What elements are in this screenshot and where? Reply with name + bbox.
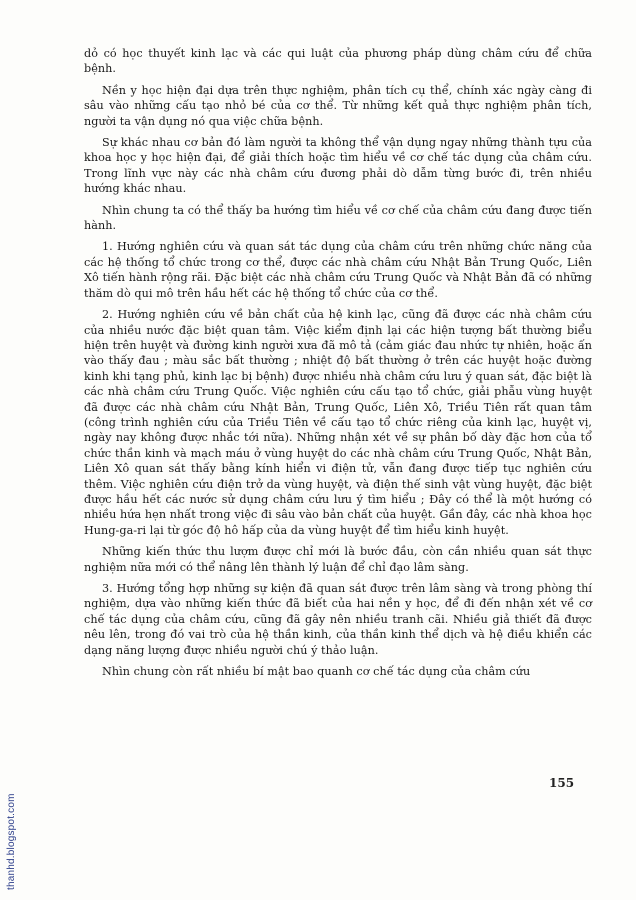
paragraph-8: 3. Hướng tổng hợp những sự kiện đã quan sát được trên lâm sàng và trong phòng thí nghiệm, dựa vào những kiến thức đã biết của hai nền y học, để đi đến nhận xét về cơ chế tác dụng của châm cứu, cũng đã gây nên nhiều tranh cãi. Nhiều giả thiết đã được nêu lên, trong đó vai trò của hệ thần kinh, của thần kinh thể dịch và hệ điều khiển các dạng năng lượng được nhiều người chú ý thảo luận. bbox=[84, 582, 592, 657]
paragraph-9: Nhìn chung còn rất nhiều bí mật bao quanh cơ chế tác dụng của châm cứu bbox=[102, 665, 531, 679]
paragraph-5: 1. Hướng nghiên cứu và quan sát tác dụng của châm cứu trên những chức năng của các hệ thống tổ chức trong cơ thể, được các nhà châm cứu Nhật Bản Trung Quốc, Liên Xô tiến hành rộng rãi. Đặc biệt các nhà châm cứu Trung Quốc và Nhật Bản đã có những thăm dò qui mô trên hầu hết các hệ thống tổ chức của cơ thể. bbox=[84, 240, 592, 300]
paragraph-3: Sự khác nhau cơ bản đó làm người ta không thể vận dụng ngay những thành tựu của khoa học y học hiện đại, để giải thích hoặc tìm hiểu về cơ chế tác dụng của châm cứu. Trong lĩnh vực này các nhà châm cứu đương phải dò dẫm từng bước đi, trên nhiều hướng khác nhau. bbox=[84, 136, 592, 196]
page-number: 155 bbox=[549, 776, 575, 790]
watermark: thanhd.blogspot.com bbox=[6, 793, 17, 890]
paragraph-1: dỏ có học thuyết kinh lạc và các qui luật của phương pháp dùng châm cứu để chữa bệnh. bbox=[84, 47, 592, 76]
paragraph-2: Nền y học hiện đại dựa trên thực nghiệm, phân tích cụ thể, chính xác ngày càng đi sâu vào những cấu tạo nhỏ bé của cơ thể. Từ những kết quả thực nghiệm phân tích, người ta vận dụng nó qua việc chữa bệnh. bbox=[84, 83, 592, 128]
paragraph-7: Những kiến thức thu lượm được chỉ mới là bước đầu, còn cần nhiều quan sát thực nghiệm nữa mới có thể nâng lên thành lý luận để chỉ đạo lâm sàng. bbox=[84, 545, 592, 574]
paragraph-4: Nhìn chung ta có thể thấy ba hướng tìm hiểu về cơ chế của châm cứu đang được tiến hành. bbox=[84, 203, 592, 233]
paragraph-6: 2. Hướng nghiên cứu về bản chất của hệ kinh lạc, cũng đã được các nhà châm cứu của nhiều nước đặc biệt quan tâm. Việc kiểm định lại các hiện tượng bất thường biểu hiện trên huyệt và đường kinh người xưa đã mô tả (cảm giác đau nhức tự nhiên, hoặc ấn vào thấy đau ; màu sắc bất thường ; nhiệt độ bất thường ở trên các huyệt hoặc đường kinh khi tạng phủ, kinh lạc bị bệnh) được nhiều nhà châm cứu lưu ý quan sát, đặc biệt là các nhà châm cứu Trung Quốc. Việc nghiên cứu cấu tạo tổ chức, giải phẫu vùng huyệt đã được các nhà châm cứu Nhật Bản, Trung Quốc, Liên Xô, Triều Tiên rất quan tâm (công trình nghiên cứu của Triều Tiên về cấu tạo tổ chức riêng của kinh lạc, huyệt vị, ngày nay không được nhắc tới nữa). Những nhận xét về sự phân bố dày đặc hơn của tổ chức thần kinh và mạch máu ở vùng huyệt do các nhà châm cứu Trung Quốc, Nhật Bản, Liên Xô quan sát thấy bằng kính hiển vi điện tử, vẫn đang được tiếp tục nghiên cứu thêm. Việc nghiên cứu điện trở da vùng huyệt, và điện thế sinh vật vùng huyệt, đặc biệt được hầu hết các nước sử dụng châm cứu lưu ý tìm hiểu ; Đây có thể là một hướng có nhiều hứa hẹn nhất trong việc đi sâu vào bản chất của huyệt. Gần đây, các nhà khoa học Hung-ga-ri lại từ góc độ hô hấp của da vùng huyệt để tìm hiểu kinh huyệt. bbox=[84, 308, 592, 537]
body-text bbox=[84, 46, 592, 685]
